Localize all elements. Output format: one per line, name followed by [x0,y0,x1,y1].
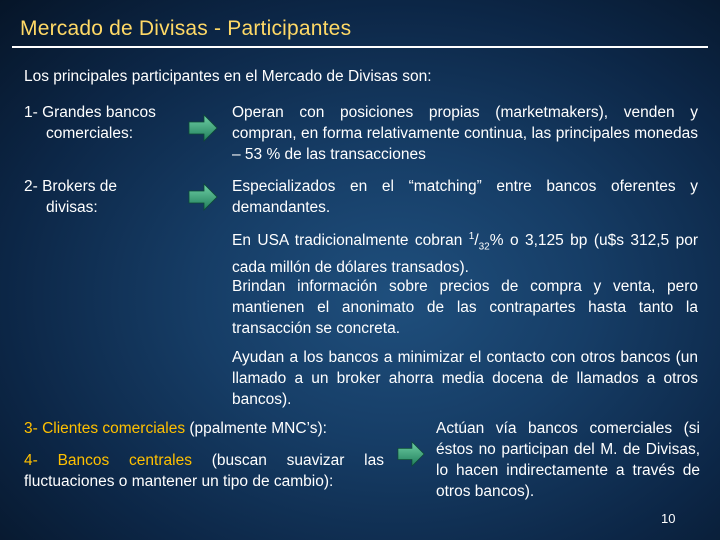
items-3-4-description: Actúan vía bancos comerciales (si éstos no participan del M. de Divisas, lo hacen indirectamente a través de otros bancos). [436,420,700,500]
item-1-description: Operan con posiciones propias (marketmakers), venden y compran, en forma relativamente continua, las principales monedas – 53 % de las transacciones [232,104,698,163]
item-1-label-line1: 1- Grandes bancos [24,104,156,121]
item-3-text [24,418,384,439]
item-4-text [24,450,384,492]
item-4-note: (buscan suavizar las fluctuaciones o mantener un tipo de cambio): [24,452,384,490]
item-2-label-line1: 2- Brokers de [24,178,118,195]
item-2-label [24,176,117,218]
item-4-label: 4- Bancos centrales [24,452,192,469]
page-number: 10 [661,511,676,526]
title-divider [12,46,708,48]
item-2-description-3: Brindan información sobre precios de compra y venta, pero mantienen el anonimato de las contrapartes hasta tanto la transacción se concreta. [232,278,698,337]
item-2-label-line2: divisas: [46,199,98,216]
item-2-description-1: Especializados en el “matching” entre bancos oferentes y demandantes. [232,178,698,216]
right-arrow-icon [188,113,218,143]
right-arrow-icon [397,440,425,468]
intro-text: Los principales participantes en el Mercado de Divisas son: [24,68,432,85]
right-arrow-icon [188,182,218,212]
item-3-note: (ppalmente MNC’s): [185,420,327,437]
slide-title: Mercado de Divisas - Participantes [20,17,352,40]
item-2-description-4: Ayudan a los bancos a minimizar el contacto con otros bancos (un llamado a un broker ahorra media docena de llamados a otros bancos). [232,349,698,408]
item-1-label [24,102,156,144]
item-1-label-line2: comerciales: [46,125,133,142]
item-3-label: 3- Clientes comerciales [24,420,186,437]
item-2-description-2: En USA tradicionalmente cobran $^1/_{32}\%$ o 3,125 bp (u$s 312,5 por cada millón de dólares transados). [232,231,698,277]
